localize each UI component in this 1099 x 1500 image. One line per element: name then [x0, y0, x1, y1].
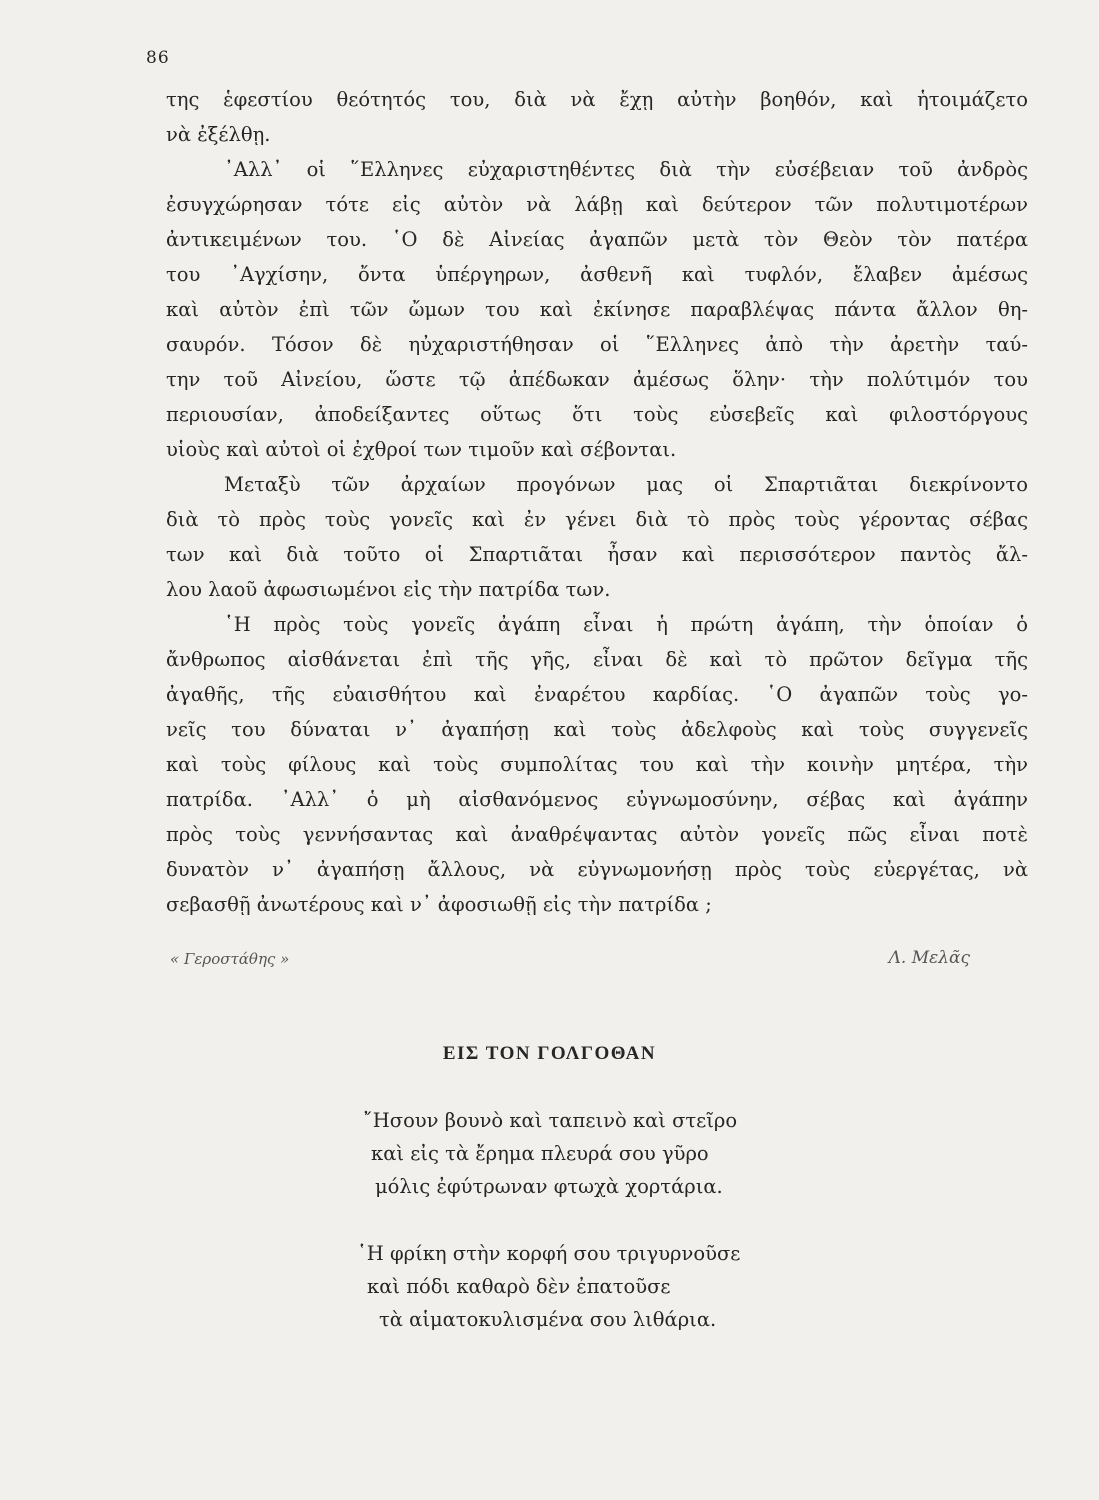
text-line: σεβασθῇ ἀνωτέρους καὶ ν᾽ ἀφοσιωθῇ εἰς τὴν πατρίδα ;	[166, 893, 712, 916]
text-line: πρὸς τοὺς γεννήσαντας καὶ ἀναθρέψαντας αὐτὸν γονεῖς πῶς εἶναι ποτὲ	[166, 823, 1028, 846]
text-line: ἀγαθῆς, τῆς εὐαισθήτου καὶ ἐναρέτου καρδίας. ῾Ο ἀγαπῶν τοὺς γο-	[166, 683, 1028, 706]
poem-verse: τὰ αἱματοκυλισμένα σου λιθάρια.	[379, 1308, 717, 1331]
text-line: ἐσυγχώρησαν τότε εἰς αὐτὸν νὰ λάβῃ καὶ δεύτερον τῶν πολυτιμοτέρων	[166, 193, 1028, 216]
text-line: περιουσίαν, ἀποδείξαντες οὕτως ὅτι τοὺς εὐσεβεῖς καὶ φιλοστόργους	[166, 403, 1028, 426]
text-line: υἱοὺς καὶ αὐτοὶ οἱ ἐχθροί των τιμοῦν καὶ σέβονται.	[166, 438, 677, 461]
poem-verse: μόλις ἐφύτρωναν φτωχὰ χορτάρια.	[375, 1175, 723, 1198]
prose-body	[166, 82, 1028, 922]
text-line: λου λαοῦ ἀφωσιωμένοι εἰς τὴν πατρίδα των.	[166, 578, 611, 601]
page-number: 86	[146, 48, 170, 68]
poem-verse: ῾Η φρίκη στὴν κορφή σου τριγυρνοῦσε	[357, 1242, 741, 1265]
poem-verse: καὶ πόδι καθαρὸ δὲν ἐπατοῦσε	[367, 1275, 671, 1298]
poem-stanza-2	[357, 1237, 740, 1336]
text-line: καὶ τοὺς φίλους καὶ τοὺς συμπολίτας του καὶ τὴν κοινὴν μητέρα, τὴν	[166, 753, 1028, 776]
poem-verse: καὶ εἰς τὰ ἔρημα πλευρά σου γῦρο	[371, 1142, 709, 1165]
text-line: της ἑφεστίου θεότητός του, διὰ νὰ ἔχῃ αὐτὴν βοηθόν, καὶ ἡτοιμάζετο	[166, 88, 1028, 111]
text-line: Μεταξὺ τῶν ἀρχαίων προγόνων μας οἱ Σπαρτιᾶται διεκρίνοντο	[224, 473, 1028, 496]
text-line: νεῖς του δύναται ν᾽ ἀγαπήσῃ καὶ τοὺς ἀδελφοὺς καὶ τοὺς συγγενεῖς	[166, 718, 1028, 741]
attribution-source: « Γεροστάθης »	[170, 950, 290, 968]
text-line: ῾Η πρὸς τοὺς γονεῖς ἀγάπη εἶναι ἡ πρώτη ἀγάπη, τὴν ὁποίαν ὁ	[224, 613, 1028, 636]
attribution-author: Λ. Μελᾶς	[888, 948, 970, 968]
text-line: των καὶ διὰ τοῦτο οἱ Σπαρτιᾶται ἦσαν καὶ περισσότερον παντὸς ἄλ-	[166, 543, 1028, 566]
text-line: καὶ αὐτὸν ἐπὶ τῶν ὤμων του καὶ ἐκίνησε παραβλέψας πάντα ἄλλον θη-	[166, 298, 1028, 321]
text-line: δυνατὸν ν᾽ ἀγαπήσῃ ἄλλους, νὰ εὐγνωμονήσῃ πρὸς τοὺς εὐεργέτας, νὰ	[166, 858, 1028, 881]
attribution	[170, 946, 970, 976]
poem-stanza-1	[363, 1104, 737, 1203]
text-line: του ᾿Αγχίσην, ὄντα ὑπέργηρων, ἀσθενῆ καὶ τυφλόν, ἔλαβεν ἀμέσως	[166, 263, 1028, 286]
text-line: ἄνθρωπος αἰσθάνεται ἐπὶ τῆς γῆς, εἶναι δὲ καὶ τὸ πρῶτον δεῖγμα τῆς	[166, 648, 1028, 671]
text-line: σαυρόν. Τόσον δὲ ηὐχαριστήθησαν οἱ ῞Ελληνες ἀπὸ τὴν ἀρετὴν ταύ-	[166, 333, 1028, 356]
text-line: την τοῦ Αἰνείου, ὥστε τῷ ἀπέδωκαν ἀμέσως ὅλην· τὴν πολύτιμόν του	[166, 368, 1028, 391]
text-line: πατρίδα. ᾿Αλλ᾽ ὁ μὴ αἰσθανόμενος εὐγνωμοσύνην, σέβας καὶ ἀγάπην	[166, 788, 1028, 811]
text-line: ᾿Αλλ᾽ οἱ ῞Ελληνες εὐχαριστηθέντες διὰ τὴν εὐσέβειαν τοῦ ἀνδρὸς	[224, 158, 1028, 181]
poem-title: ΕΙΣ ΤΟΝ ΓΟΛΓΟΘΑΝ	[442, 1043, 657, 1064]
text-line: ἀντικειμένων του. ῾Ο δὲ Αἰνείας ἀγαπῶν μετὰ τὸν Θεὸν τὸν πατέρα	[166, 228, 1028, 251]
show-through-decoration	[380, 1072, 385, 1091]
poem-verse: ῎Ησουν βουνὸ καὶ ταπεινὸ καὶ στεῖρο	[363, 1109, 738, 1132]
text-line: νὰ ἐξέλθῃ.	[166, 123, 271, 146]
text-line: διὰ τὸ πρὸς τοὺς γονεῖς καὶ ἐν γένει διὰ τὸ πρὸς τοὺς γέροντας σέβας	[166, 508, 1028, 531]
